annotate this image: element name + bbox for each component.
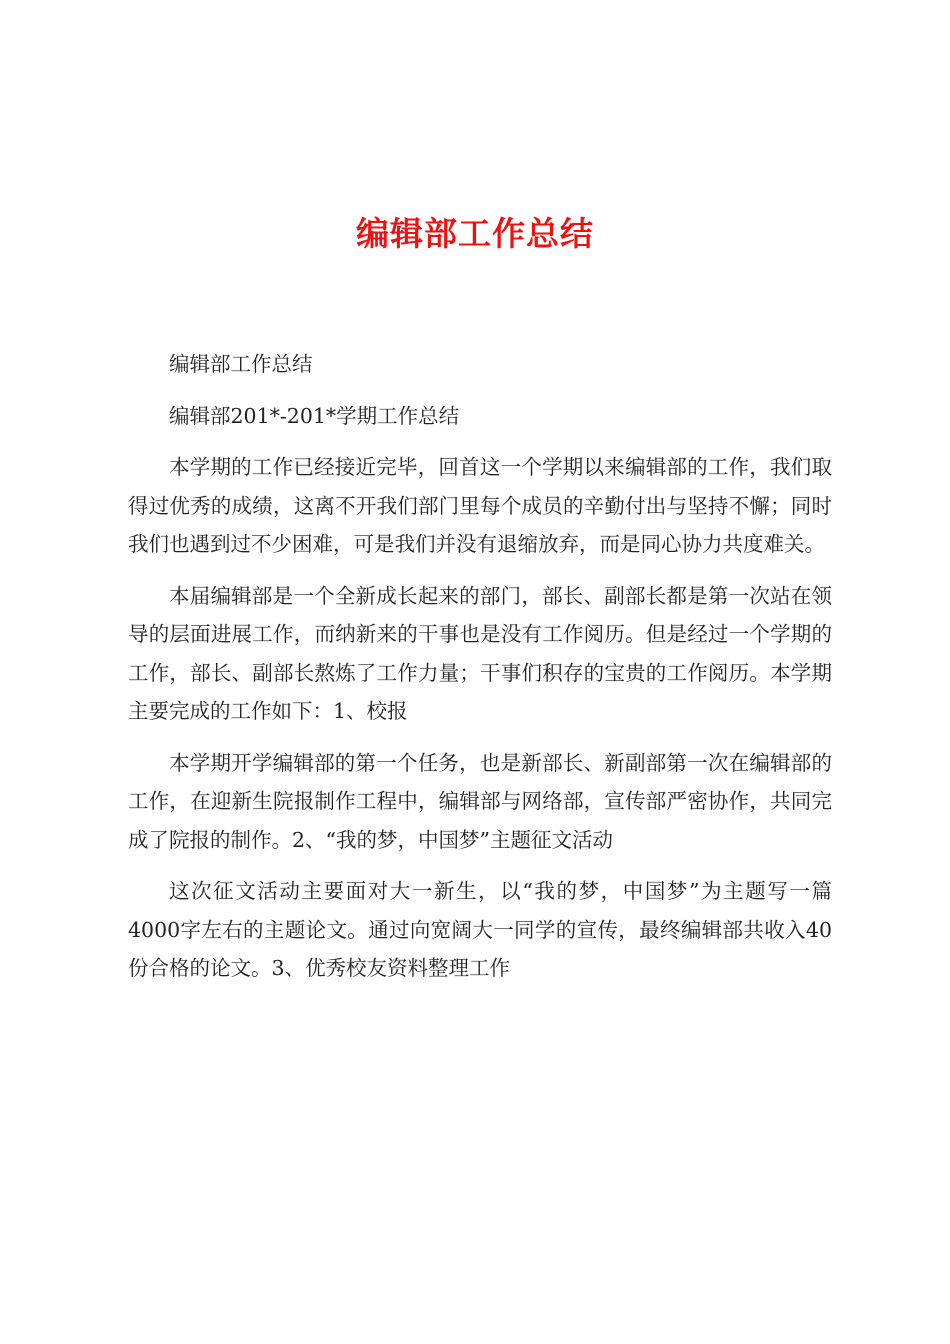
paragraph-heading: 编辑部工作总结 [169,352,313,376]
paragraph-intro: 本学期的工作已经接近完毕，回首这一个学期以来编辑部的工作，我们取得过优秀的成绩，这离不开我们部门里每个成员的辛勤付出与坚持不懈；同时我们也遇到过不少困难，可是我们并没有退缩放弃，而是同心协力共度难关。 [128,455,832,556]
paragraph-essay-contest: 这次征文活动主要面对大一新生，以“我的梦，中国梦”为主题写一篇4000字左右的主题论文。通过向宽阔大一同学的宣传，最终编辑部共收入40份合格的论文。3、优秀校友资料整理工作 [128,879,832,980]
document-body [128,345,832,1001]
paragraph-department: 本届编辑部是一个全新成长起来的部门，部长、副部长都是第一次站在领导的层面进展工作，而纳新来的干事也是没有工作阅历。但是经过一个学期的工作，部长、副部长熬炼了工作力量；干事们积存的宝贵的工作阅历。本学期主要完成的工作如下：1、校报 [128,583,832,723]
document-title: 编辑部工作总结 [356,214,594,253]
paragraph-school-paper: 本学期开学编辑部的第一个任务，也是新部长、新副部第一次在编辑部的工作，在迎新生院报制作工程中，编辑部与网络部，宣传部严密协作，共同完成了院报的制作。2、“我的梦，中国梦”主题征文活动 [128,750,832,852]
paragraph-subheading: 编辑部201*-201*学期工作总结 [169,403,460,428]
